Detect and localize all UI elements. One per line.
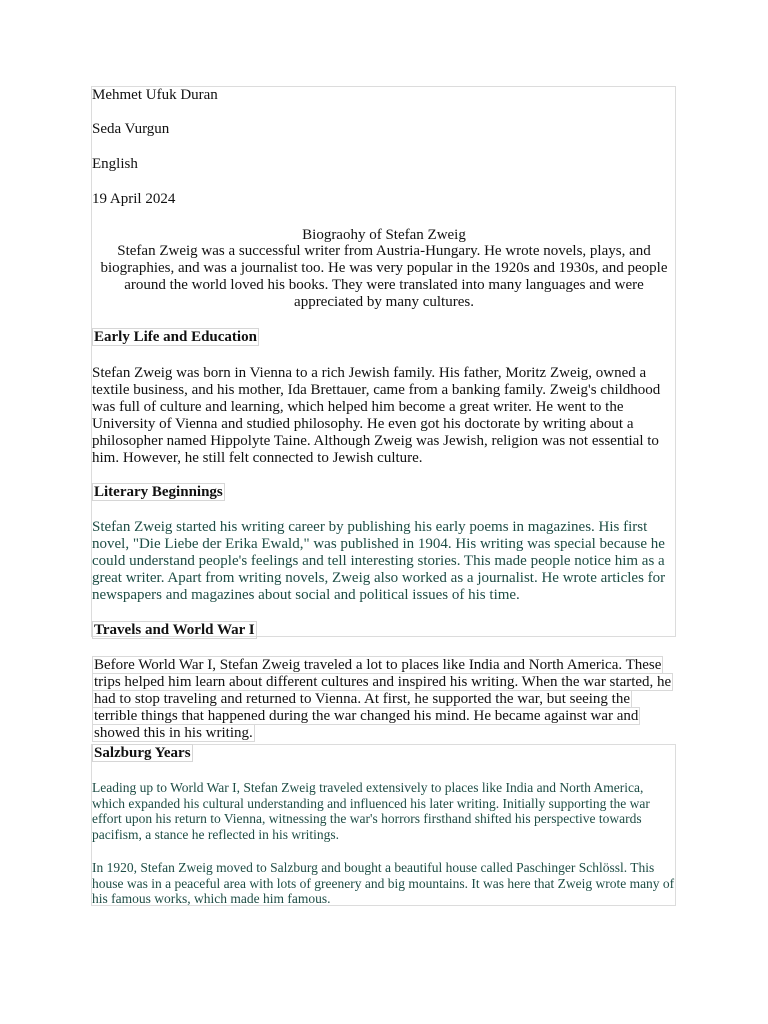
early-life-paragraph: Stefan Zweig was born in Vienna to a rich Jewish family. His father, Moritz Zweig, owned a textile business, and his mother, Ida Brettauer, came from a banking family. Zweig's childhood was full of culture and learning, which helped him become a great writer. He went to the University of Vienna and studied philosophy. He even got his doctorate by writing about a philosopher named Hippolyte Taine. Although Zweig was Jewish, religion was not essential to him. However, he still felt connected to Jewish culture. [92,365,661,466]
travels-paragraph [92,657,676,742]
intro-paragraph: Stefan Zweig was a successful writer from Austria-Hungary. He wrote novels, plays, and biographies, and was a journalist too. He was very popular in the 1920s and 1930s, and people around the world loved his books. They were translated into many languages and were appreciated by many cultures. [100,243,668,310]
instructor-name: Seda Vurgun [92,121,170,137]
author-name: Mehmet Ufuk Duran [92,87,218,103]
early-life-heading-text: Early Life and Education [94,329,257,345]
essay-title: Biograohy of Stefan Zweig [302,227,466,243]
essay-date: 19 April 2024 [92,191,176,207]
section-heading-early-life [92,329,259,346]
literary-heading-text: Literary Beginnings [94,484,223,500]
section-heading-literary [92,484,225,501]
salzburg-paragraph-1: Leading up to World War I, Stefan Zweig traveled extensively to places like India and North America, which expanded his cultural understanding and influenced his later writing. Initially supporting the war effort upon his return to Vienna, witnessing the war's horrors firsthand shifted his perspective towards pacifism, a stance he reflected in his writings. [92,780,650,842]
travels-heading-text: Travels and World War I [94,622,255,638]
salzburg-paragraph-2: In 1920, Stefan Zweig moved to Salzburg and bought a beautiful house called Paschinger Schlössl. This house was in a peaceful area with lots of greenery and big mountains. It was here that Zweig wrote many of his famous works, which made him famous. [92,860,675,906]
course-name: English [92,156,138,172]
literary-paragraph: Stefan Zweig started his writing career by publishing his early poems in magazines. His first novel, "Die Liebe der Erika Ewald," was published in 1904. His writing was special because he could understand people's feelings and tell interesting stories. This made people notice him as a great writer. Apart from writing novels, Zweig also worked as a journalist. He wrote articles for newspapers and magazines about social and political issues of his time. [92,519,666,603]
salzburg-heading-text: Salzburg Years [94,745,191,761]
section-heading-travels [92,622,257,639]
section-heading-salzburg [92,745,193,762]
travels-paragraph-text: Before World War I, Stefan Zweig traveled a lot to places like India and North America. These trips helped him learn about different cultures and inspired his writing. When the war started, he had to stop traveling and returned to Vienna. At first, he supported the war, but seeing the terrible things that happened during the war changed his mind. He became against war and showed this in his writing. [94,657,672,741]
